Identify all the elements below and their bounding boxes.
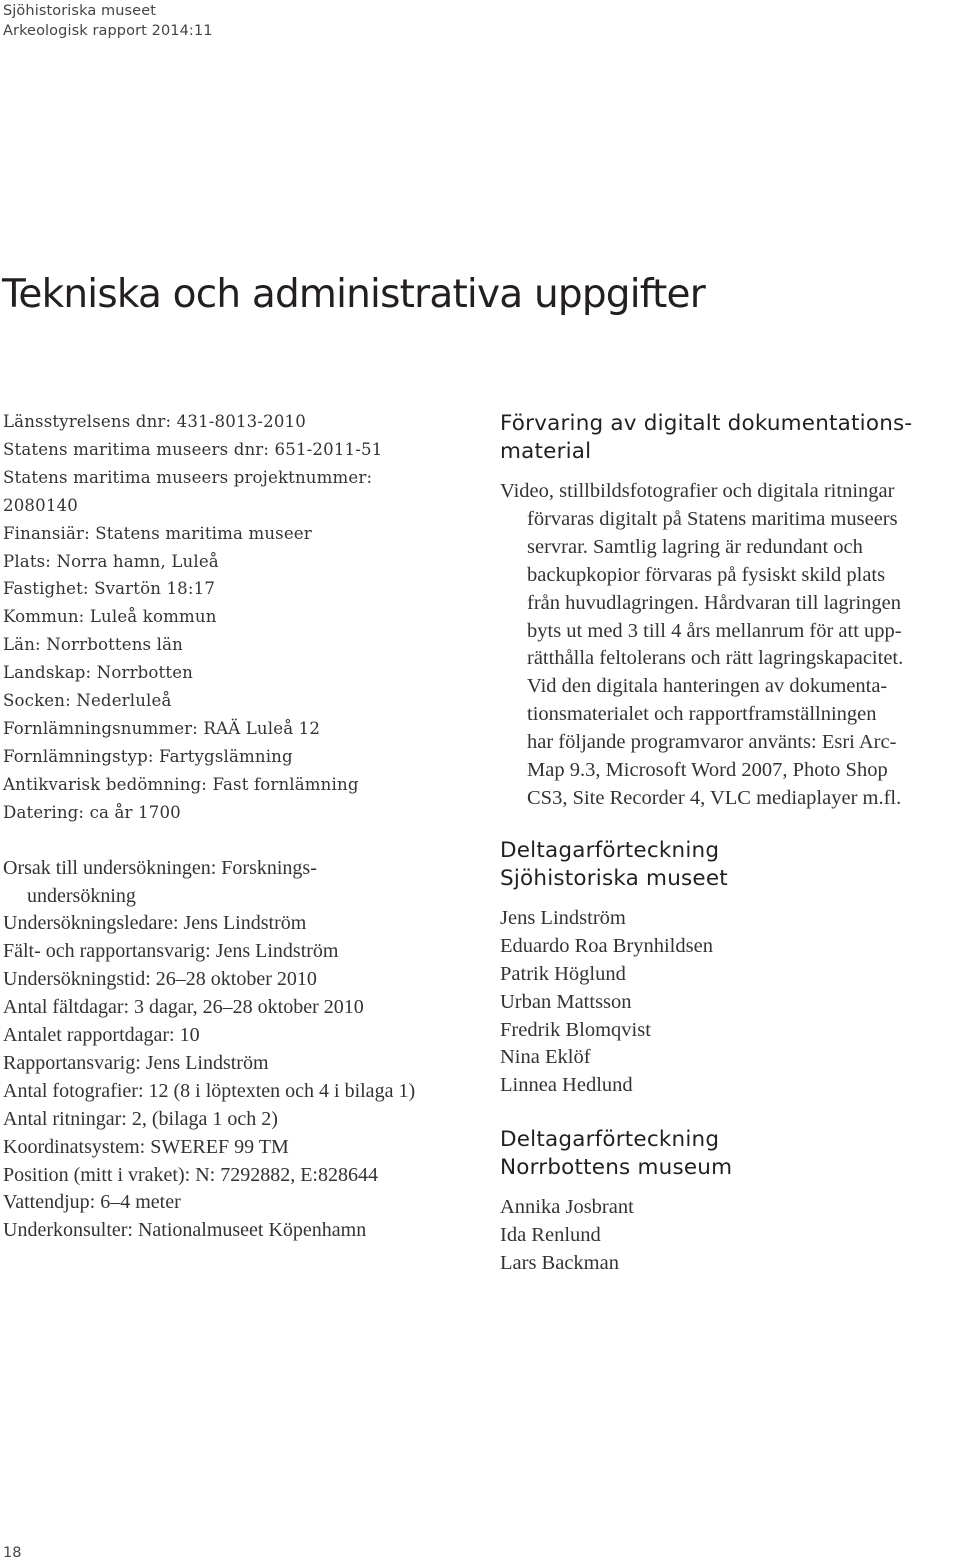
paragraph-line: byts ut med 3 till 4 års mellanrum för att upp- — [527, 619, 902, 642]
header-museum-name: Sjöhistoriska museet — [3, 3, 157, 19]
detail-line: Undersökningstid: 26–28 oktober 2010 — [3, 968, 317, 991]
detail-line: Koordinatsystem: SWEREF 99 TM — [3, 1135, 289, 1158]
paragraph-line: servrar. Samtlig lagring är redundant och — [527, 535, 863, 558]
detail-line: Undersökningsledare: Jens Lindström — [3, 912, 307, 935]
detail-line: Fornlämningsnummer: RAÄ Luleå 12 — [3, 718, 321, 738]
section-heading-line: Deltagarförteckning — [500, 837, 720, 863]
detail-line: Län: Norrbottens län — [3, 635, 183, 655]
participant-list — [500, 1194, 960, 1278]
section-heading — [500, 1126, 960, 1182]
participant-list — [500, 905, 960, 1100]
administrative-details-column — [3, 408, 478, 1245]
registration-details-list — [3, 408, 478, 827]
paragraph-line: har följande programvaror använts: Esri Arc- — [527, 731, 897, 754]
participant-name: Ida Renlund — [500, 1224, 601, 1247]
paragraph-line: rätthålla feltolerans och rätt lagringskapacitet. — [527, 647, 904, 670]
detail-line: Antikvarisk bedömning: Fast fornlämning — [3, 774, 359, 794]
detail-line: Plats: Norra hamn, Luleå — [3, 551, 219, 571]
detail-line: Landskap: Norrbotten — [3, 663, 194, 683]
participant-name: Patrik Höglund — [500, 962, 626, 985]
detail-line: undersökning — [27, 884, 136, 907]
detail-line: Antal fotografier: 12 (8 i löptexten och 4 i bilaga 1) — [3, 1079, 416, 1102]
section-heading-line: Sjöhistoriska museet — [500, 865, 728, 891]
participant-name: Nina Eklöf — [500, 1046, 591, 1069]
detail-line: Orsak till undersökningen: Forsknings- — [3, 856, 317, 879]
digital-storage-section — [500, 410, 960, 813]
detail-line: Underkonsulter: Nationalmuseet Köpenhamn — [3, 1219, 367, 1242]
storage-and-participants-column — [500, 410, 960, 1278]
detail-line: 2080140 — [3, 495, 78, 515]
paragraph-line: Map 9.3, Microsoft Word 2007, Photo Shop — [527, 759, 888, 782]
detail-line: Fält- och rapportansvarig: Jens Lindström — [3, 940, 339, 963]
detail-line: Kommun: Luleå kommun — [3, 607, 217, 627]
participant-name: Fredrik Blomqvist — [500, 1018, 651, 1041]
paragraph-line: från huvudlagringen. Hårdvaran till lagringen — [527, 591, 901, 614]
section-heading — [500, 410, 960, 466]
detail-line: Finansiär: Statens maritima museer — [3, 523, 312, 543]
detail-line: Rapportansvarig: Jens Lindström — [3, 1051, 269, 1074]
page-number: 18 — [3, 1545, 22, 1561]
section-heading-line: material — [500, 439, 592, 464]
section-heading-line: Förvaring av digitalt dokumentations- — [500, 411, 913, 436]
header-report-number: Arkeologisk rapport 2014:11 — [3, 23, 213, 39]
participant-name: Urban Mattsson — [500, 990, 632, 1013]
section-heading-line: Deltagarförteckning — [500, 1127, 720, 1153]
paragraph-line: backupkopior förvaras på fysiskt skild plats — [527, 563, 886, 586]
paragraph-line: CS3, Site Recorder 4, VLC mediaplayer m.fl. — [527, 786, 902, 809]
detail-line: Vattendjup: 6–4 meter — [3, 1191, 181, 1214]
paragraph-line: Video, stillbildsfotografier och digitala ritningar — [500, 480, 895, 502]
detail-line: Statens maritima museers projektnummer: — [3, 467, 373, 487]
participants-norrbottens-section — [500, 1126, 960, 1278]
section-heading-line: Norrbottens museum — [500, 1155, 733, 1181]
participants-sjohistoriska-section — [500, 837, 960, 1100]
participant-name: Jens Lindström — [500, 906, 626, 929]
detail-line: Socken: Nederluleå — [3, 691, 172, 711]
paragraph-line: Vid den digitala hanteringen av dokumenta- — [527, 675, 888, 698]
participant-name: Lars Backman — [500, 1252, 619, 1275]
storage-paragraph — [500, 478, 960, 813]
detail-line: Länsstyrelsens dnr: 431-8013-2010 — [3, 412, 306, 431]
participant-name: Eduardo Roa Brynhildsen — [500, 934, 713, 957]
section-heading — [500, 837, 960, 893]
paragraph-line: förvaras digitalt på Statens maritima museers — [527, 507, 898, 530]
paragraph-line: tionsmaterialet och rapportframställningen — [527, 703, 877, 726]
detail-line: Fornlämningstyp: Fartygslämning — [3, 746, 293, 766]
detail-line: Antal fältdagar: 3 dagar, 26–28 oktober 2010 — [3, 996, 364, 1019]
page-title: Tekniska och administrativa uppgifter — [2, 272, 705, 317]
detail-line: Antalet rapportdagar: 10 — [3, 1024, 200, 1047]
investigation-details-list — [3, 855, 478, 1246]
detail-line: Position (mitt i vraket): N: 7292882, E:828644 — [3, 1163, 378, 1186]
participant-name: Annika Josbrant — [500, 1196, 634, 1219]
detail-line: Antal ritningar: 2, (bilaga 1 och 2) — [3, 1107, 278, 1130]
detail-line: Datering: ca år 1700 — [3, 802, 181, 822]
detail-line: Fastighet: Svartön 18:17 — [3, 579, 216, 599]
participant-name: Linnea Hedlund — [500, 1074, 633, 1097]
running-header — [3, 1, 213, 41]
detail-line: Statens maritima museers dnr: 651-2011-51 — [3, 439, 383, 459]
